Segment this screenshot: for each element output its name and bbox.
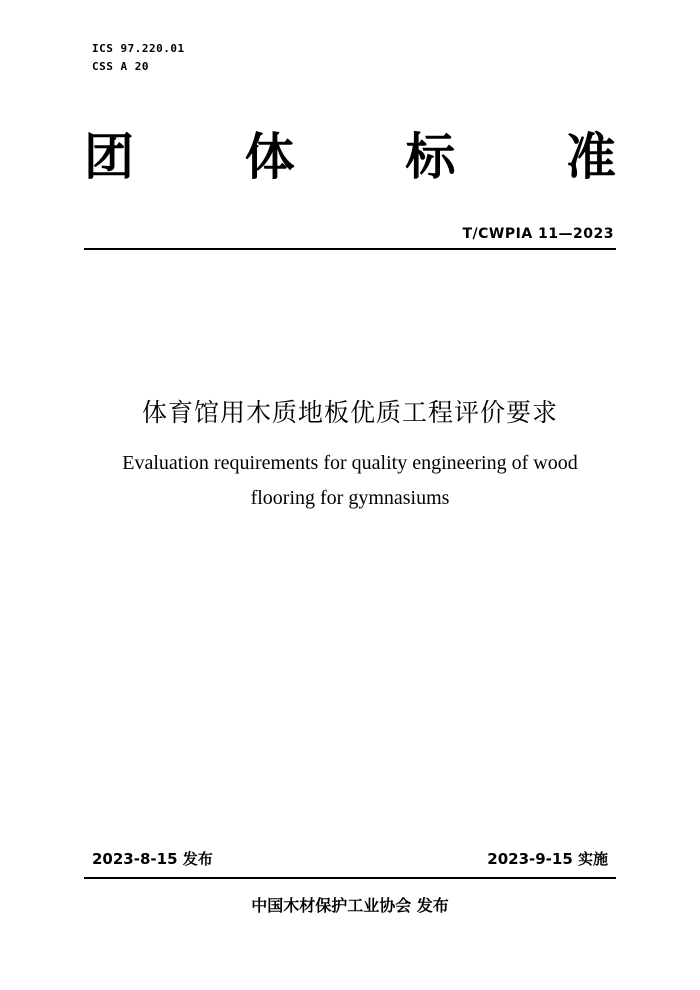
- chinese-title: 体育馆用木质地板优质工程评价要求: [141, 398, 558, 427]
- ccs-code: CSS A 20: [92, 60, 149, 73]
- publisher: 中国木材保护工业协会 发布: [251, 896, 449, 915]
- implementation-date: 2023-9-15 实施: [487, 850, 608, 868]
- top-divider: [84, 248, 616, 250]
- standard-type-char: 准: [565, 128, 616, 186]
- english-title: [90, 446, 610, 516]
- english-title-line: flooring for gymnasiums: [250, 487, 450, 509]
- standard-type-char: 标: [405, 128, 456, 186]
- standard-type-heading: [84, 122, 616, 192]
- standard-type-char: 体: [244, 128, 295, 186]
- standard-number: T/CWPIA 11—2023: [462, 226, 614, 242]
- issue-date: 2023-8-15 发布: [92, 850, 213, 868]
- ics-code: ICS 97.220.01: [92, 42, 185, 55]
- standard-type-char: 团: [84, 128, 134, 186]
- bottom-divider: [84, 877, 616, 879]
- english-title-line: Evaluation requirements for quality engineering of wood: [122, 452, 578, 474]
- classification-codes: [92, 40, 185, 76]
